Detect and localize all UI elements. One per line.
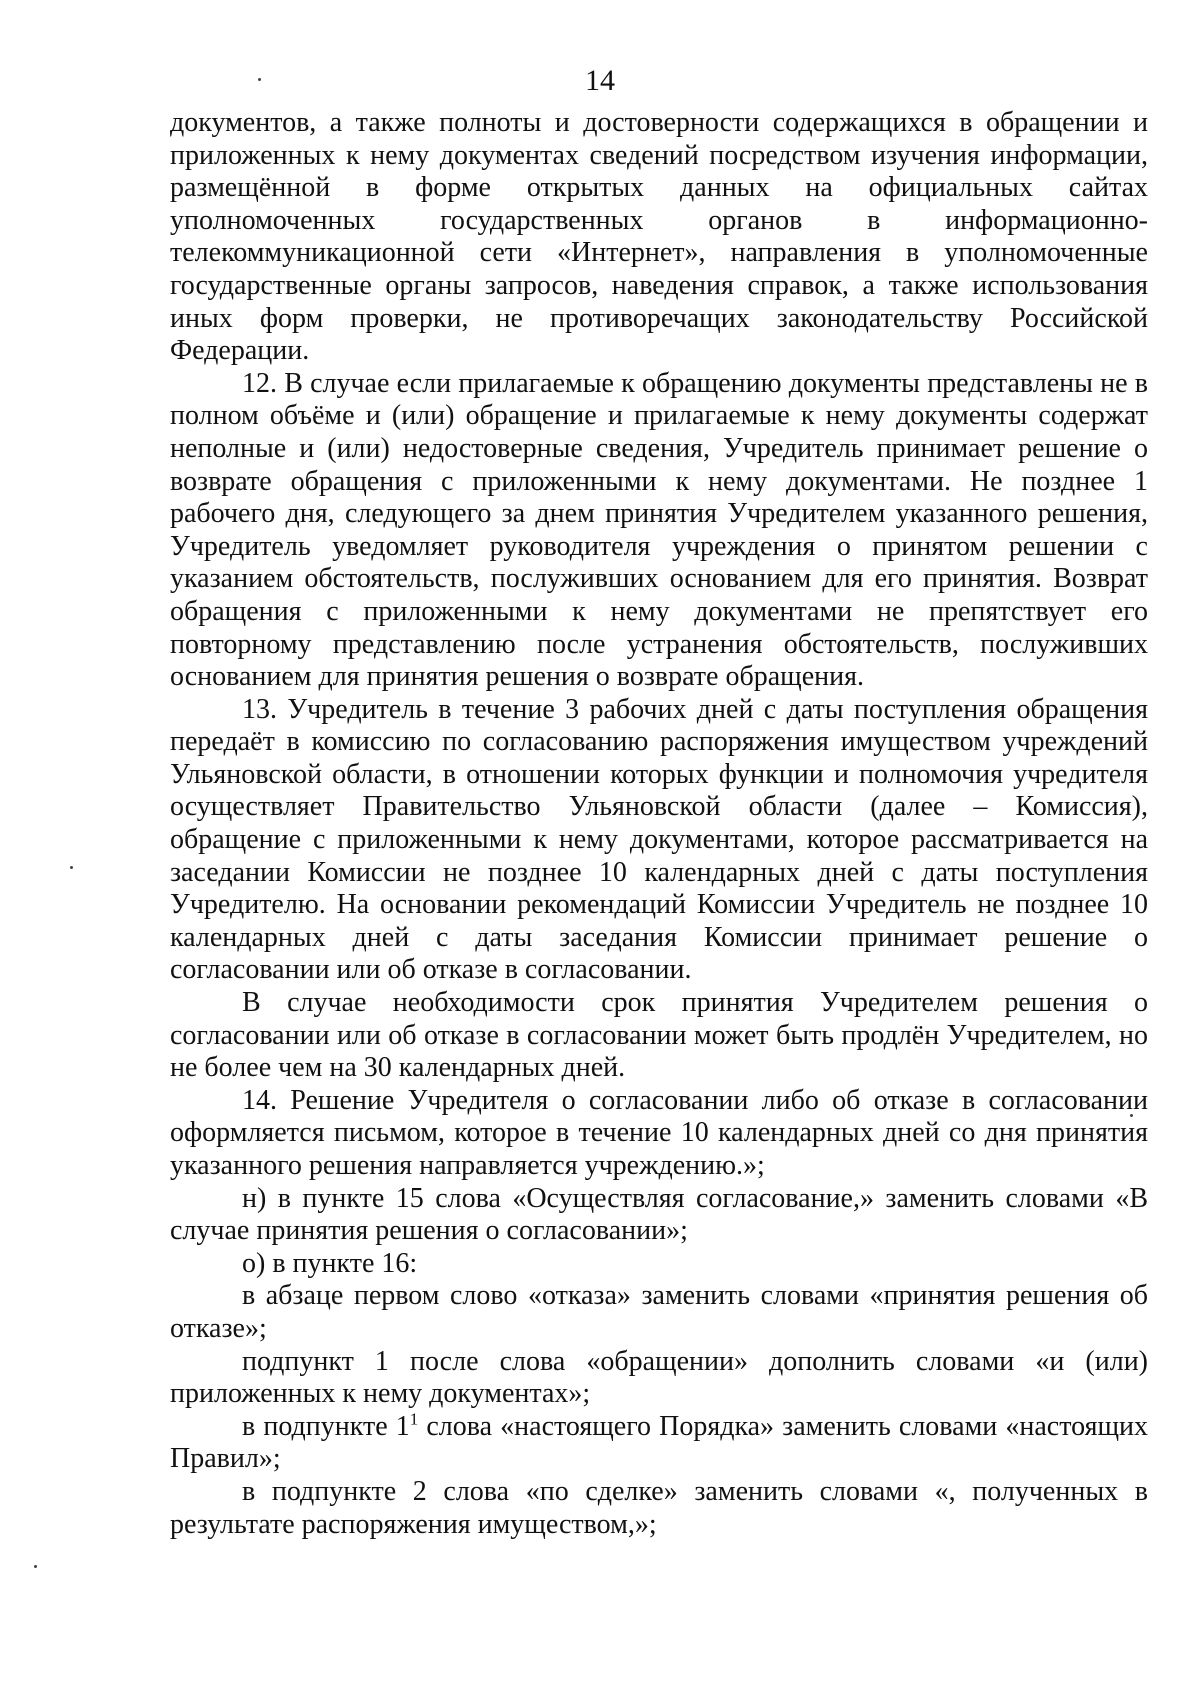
- scan-speck: [34, 1565, 37, 1568]
- paragraph-amendment-subpoint-1-1: [170, 1411, 1148, 1476]
- scan-speck: [70, 866, 73, 869]
- document-body: [170, 107, 1148, 1541]
- superscript-number: 1: [409, 1409, 419, 1429]
- paragraph-subitem-n: н) в пункте 15 слова «Осуществляя согласование,» заменить словами «В случае принятия решения о согласовании»;: [170, 1182, 1148, 1247]
- scan-speck: [258, 78, 261, 81]
- paragraph-extension-clause: В случае необходимости срок принятия Учредителем решения о согласовании или об отказе в согласовании может быть продлён Учредителем, но не более чем на 30 календарных дней.: [170, 987, 1148, 1084]
- paragraph-text-before-superscript: в подпункте 1: [242, 1410, 410, 1442]
- paragraph-continuation: документов, а также полноты и достоверности содержащихся в обращении и приложенных к нему документах сведений посредством изучения информации, размещённой в форме открытых данных на официальных сайтах уполномоченных государственных органов в информационно-телекоммуникационной сети «Интернет», направления в уполномоченные государственные органы запросов, наведения справок, а также использования иных форм проверки, не противоречащих законодательству Российской Федерации.: [170, 107, 1148, 367]
- paragraph-item-13: 13. Учредитель в течение 3 рабочих дней с даты поступления обращения передаёт в комиссию по согласованию распоряжения имуществом учреждений Ульяновской области, в отношении которых функции и полномочия учредителя осуществляет Правительство Ульяновской области (далее – Комиссия), обращение с приложенными к нему документами, которое рассматривается на заседании Комиссии не позднее 10 календарных дней с даты поступления Учредителю. На основании рекомендаций Комиссии Учредитель не позднее 10 календарных дней с даты заседания Комиссии принимает решение о согласовании или об отказе в согласовании.: [170, 693, 1148, 986]
- paragraph-text-after-superscript: слова «настоящего Порядка» заменить словами «настоящих Правил»;: [170, 1410, 1148, 1475]
- paragraph-subitem-o: о) в пункте 16:: [242, 1247, 418, 1279]
- paragraph-item-14: 14. Решение Учредителя о согласовании либо об отказе в согласовании оформляется письмом, которое в течение 10 календарных дней со дня принятия указанного решения направляется учреждению.»;: [170, 1084, 1148, 1181]
- page-number: 14: [585, 64, 615, 97]
- paragraph-amendment-subpoint-2: в подпункте 2 слова «по сделке» заменить словами «, полученных в результате распоряжения имуществом,»;: [170, 1475, 1148, 1540]
- paragraph-amendment-first-abzac: в абзаце первом слово «отказа» заменить словами «принятия решения об отказе»;: [170, 1280, 1148, 1344]
- paragraph-item-12: 12. В случае если прилагаемые к обращению документы представлены не в полном объёме и (или) обращение и прилагаемые к нему документы содержат неполные и (или) недостоверные сведения, Учредитель принимает решение о возврате обращения с приложенными к нему документами. Не позднее 1 рабочего дня, следующего за днем принятия Учредителем указанного решения, Учредитель уведомляет руководителя учреждения о принятом решении с указанием обстоятельств, послуживших основанием для его принятия. Возврат обращения с приложенными к нему документами не препятствует его повторному представлению после устранения обстоятельств, послуживших основанием для принятия решения о возврате обращения.: [170, 367, 1148, 693]
- paragraph-amendment-subpoint-1: подпункт 1 после слова «обращении» дополнить словами «и (или) приложенных к нему документах»;: [170, 1345, 1148, 1410]
